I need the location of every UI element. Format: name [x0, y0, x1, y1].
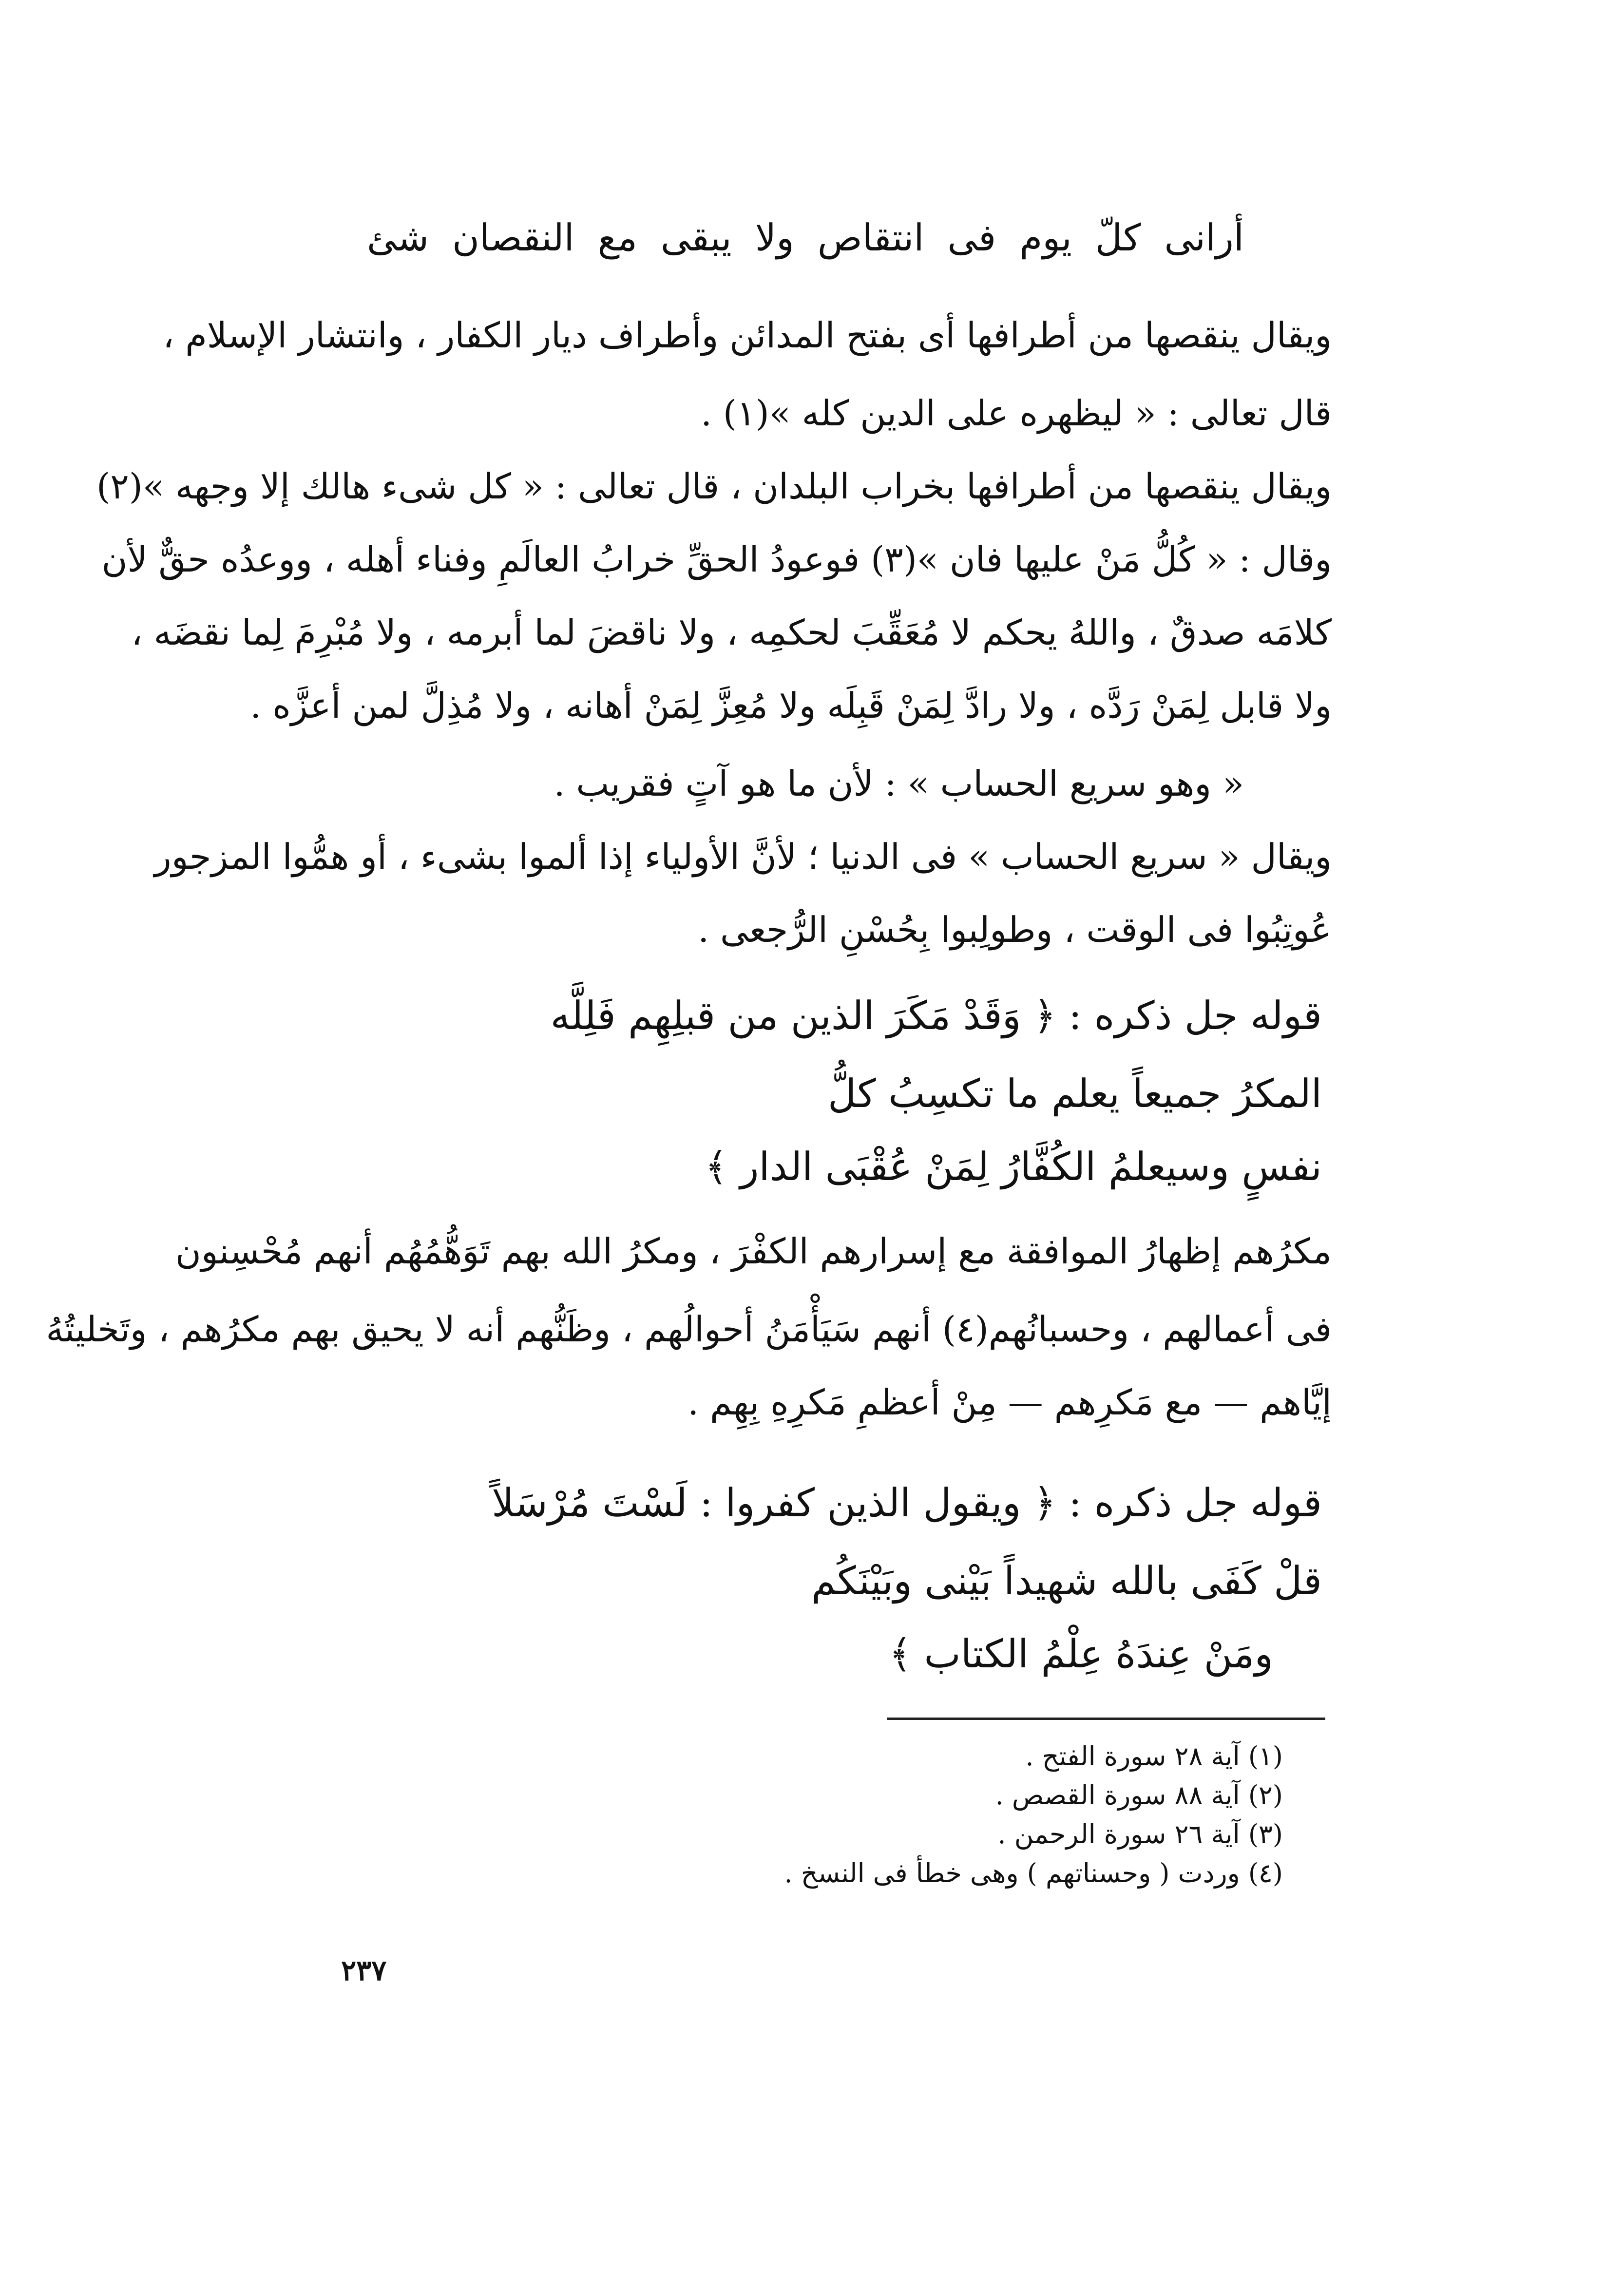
footnote-1: (١) آية ٢٨ سورة الفتح . [1025, 1741, 1283, 1772]
paragraph-5-line-1: مكرُهم إظهارُ الموافقة مع إسرارهم الكفْرَ ، ومكرُ الله بهم تَوَهُّمُهُم أنهم مُحْسِنون [175, 1231, 1332, 1272]
paragraph-4-line-1: ويقال « سريع الحساب » فى الدنيا ؛ لأنَّ الأولياء إذا ألموا بشىء ، أو همُّوا المزجور [154, 836, 1332, 877]
paragraph-3: « وهو سريع الحساب » : لأن ما هو آتٍ فقريب . [554, 763, 1244, 804]
verse-2-line-1 [492, 1476, 1322, 1530]
paragraph-5-line-3: إيَّاهم — مع مَكرِهم — مِنْ أعظمِ مَكرِهِ بِهِم . [688, 1382, 1332, 1423]
paragraph-1-line-1: ويقال ينقصها من أطرافها أى بفتح المدائن وأطراف ديار الكفار ، وانتشار الإسلام ، [163, 315, 1332, 356]
paragraph-2-line-2: وقال : « كُلُّ مَنْ عليها فان »(٣) فوعودُ الحقِّ خرابُ العالَمِ وفناء أهله ، ووعدُه حقٌّ لأن [101, 539, 1332, 580]
verse-2-intro: قوله جل ذكره : [1069, 1480, 1322, 1526]
paragraph-2-line-4: ولا قابل لِمَنْ رَدَّه ، ولا رادَّ لِمَنْ قَبِلَه ولا مُعِزَّ لِمَنْ أهانه ، ولا مُذِلَّ لمن أعزَّه . [250, 685, 1332, 726]
verse-1-text-1: ﴿ وَقَدْ مَكَرَ الذين من قبلِهِم فَلِلَّه [550, 993, 1056, 1038]
verse-2-line-2: قلْ كَفَى بالله شهيداً بَيْنى وبَيْنَكُم [811, 1558, 1322, 1604]
paragraph-1-line-2: قال تعالى : « ليظهره على الدين كله »(١) . [701, 393, 1332, 434]
footnote-3: (٣) آية ٢٦ سورة الرحمن . [997, 1819, 1283, 1850]
footnote-separator [887, 1718, 1325, 1720]
paragraph-2-line-3: كلامَه صدقٌ ، واللهُ يحكم لا مُعَقِّبَ لحكمِه ، ولا ناقضَ لما أبرمه ، ولا مُبْرِمَ لِما نقضَه ، [131, 612, 1332, 653]
page-number: ٢٣٧ [341, 1954, 387, 1987]
paragraph-4-line-2: عُوتِبُوا فى الوقت ، وطولِبوا بِحُسْنِ الرُّجعى . [698, 909, 1332, 950]
verse-2-text-1: ﴿ ويقول الذين كفروا : لَسْتَ مُرْسَلاً [492, 1480, 1056, 1526]
footnote-2: (٢) آية ٨٨ سورة القصص . [995, 1780, 1283, 1811]
verse-1-line-3: نفسٍ وسيعلمُ الكُفَّارُ لِمَنْ عُقْبَى الدار ﴾ [705, 1144, 1322, 1189]
paragraph-5-line-2: فى أعمالهم ، وحسبانُهم(٤) أنهم سَيَأْمَنُ أحوالُهم ، وظَنُّهم أنه لا يحيق بهم مكرُهم ، وتَخليتُهُ [46, 1309, 1332, 1350]
poem-line: أرانى كلّ يوم فى انتقاص ولا يبقى مع النقصان شئ [367, 216, 1244, 259]
footnote-4: (٤) وردت ( وحسناتهم ) وهى خطأ فى النسخ . [784, 1858, 1283, 1889]
paragraph-2-line-1: ويقال ينقصها من أطرافها بخراب البلدان ، قال تعالى : « كل شىء هالك إلا وجهه »(٢) [96, 466, 1332, 507]
verse-2-line-3: ومَنْ عِندَهُ عِلْمُ الكتاب ﴾ [889, 1631, 1273, 1677]
verse-1-line-2: المكرُ جميعاً يعلم ما تكسِبُ كلُّ [828, 1071, 1322, 1116]
verse-1-line-1 [551, 989, 1322, 1043]
verse-1-intro: قوله جل ذكره : [1069, 993, 1322, 1038]
